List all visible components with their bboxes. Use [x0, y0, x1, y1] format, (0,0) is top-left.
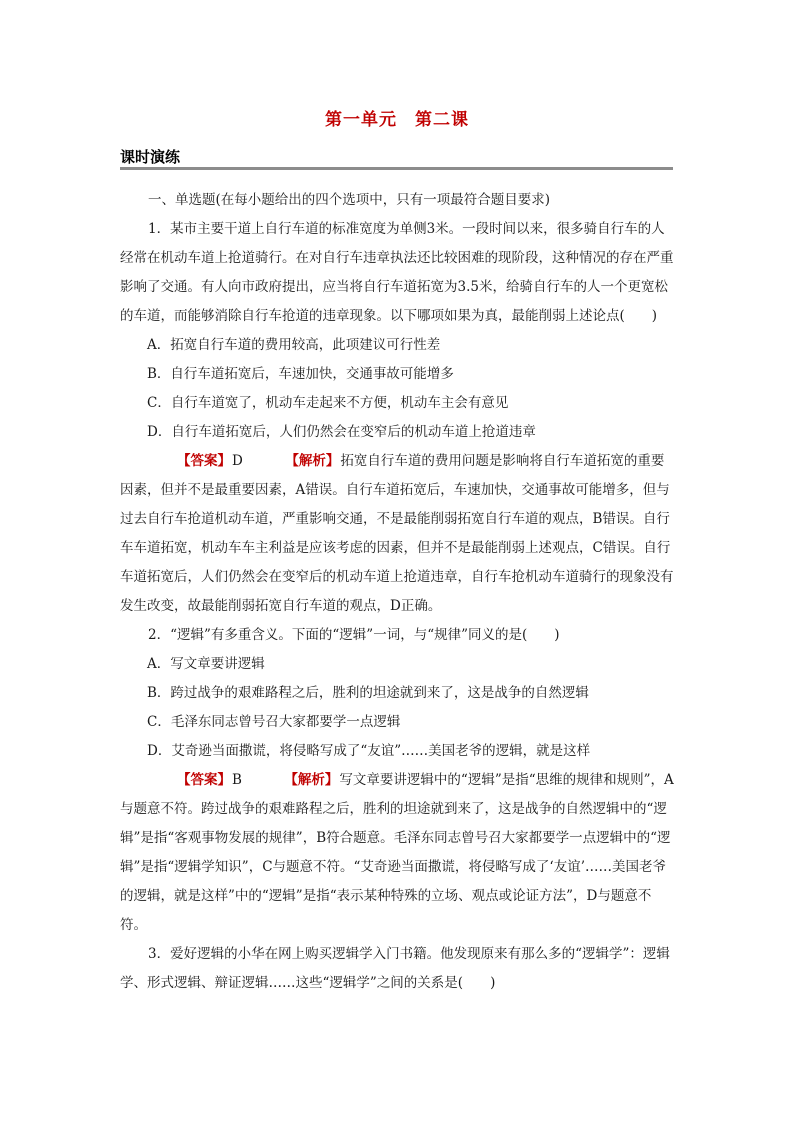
answer-value: B [232, 772, 242, 788]
question-1-stem: 1．某市主要干道上自行车道的标准宽度为单侧3米。一段时间以来，很多骑自行车的人经常在机动车道上抢道骑行。在对自行车违章执法还比较困难的现阶段，这种情况的存在严重影响了交通。有人向市政府提出，应当将自行车道拓宽为3.5米，给骑自行车的人一个更宽松的车道，而能够消除自行车抢道的违章现象。以下哪项如果为真，最能削弱上述论点( ) [120, 221, 674, 324]
question-2-option-b: B．跨过战争的艰难路程之后，胜利的坦途就到来了，这是战争的自然逻辑 [147, 685, 589, 701]
analysis-label: 【解析】 [284, 772, 339, 788]
analysis-label: 【解析】 [285, 453, 340, 469]
instructions: 一、单选题(在每小题给出的四个选项中，只有一项最符合题目要求) [148, 192, 551, 208]
page-title: 第一单元 第二课 [325, 110, 469, 130]
analysis-text: 写文章要讲逻辑中的“逻辑”是指“思维的规律和规则”，A与题意不符。跨过战争的艰难路程之后，胜利的坦途就到来了，这是战争的自然逻辑中的“逻辑”是指“客观事物发展的规律”，B符合题意。毛泽东同志曾号召大家都要学一点逻辑中的“逻辑”是指“逻辑学知识”，C与题意不符。“艾奇逊当面撒谎，将侵略写成了‘友谊’……美国老爷的逻辑，就是这样”中的“逻辑”是指“表示某种特殊的立场、观点或论证方法”，D与题意不符。 [120, 772, 674, 933]
section-heading: 课时演练 [120, 148, 181, 166]
question-1-option-c: C．自行车道宽了，机动车走起来不方便，机动车主会有意见 [147, 395, 509, 411]
question-1-answer [120, 447, 675, 621]
question-2-option-c: C．毛泽东同志曾号召大家都要学一点逻辑 [147, 714, 401, 730]
answer-label: 【答案】 [177, 453, 231, 469]
section-divider [120, 167, 673, 170]
question-1-option-b: B．自行车道拓宽后，车速加快，交通事故可能增多 [147, 366, 454, 382]
answer-label: 【答案】 [177, 772, 231, 788]
question-3-stem: 3．爱好逻辑的小华在网上购买逻辑学入门书籍。他发现原来有那么多的“逻辑学”：逻辑学、形式逻辑、辩证逻辑……这些“逻辑学”之间的关系是( ) [120, 946, 670, 991]
analysis-text: 拓宽自行车道的费用问题是影响将自行车道拓宽的重要因素，但并不是最重要因素，A错误。自行车道拓宽后，车速加快，交通事故可能增多，但与过去自行车抢道机动车道，严重影响交通，不是最能削弱拓宽自行车道的观点，B错误。自行车车道拓宽，机动车车主利益是应该考虑的因素，但并不是最能削弱上述观点，C错误。自行车道拓宽后，人们仍然会在变窄后的机动车道上抢道违章，自行车抢机动车道骑行的现象没有发生改变，故最能削弱拓宽自行车道的观点，D正确。 [120, 453, 674, 614]
answer-value: D [232, 453, 243, 469]
question-2-stem: 2．“逻辑”有多重含义。下面的“逻辑”一词，与“规律”同义的是( ) [148, 627, 560, 643]
question-2-option-a: A．写文章要讲逻辑 [147, 656, 265, 672]
question-1-option-d: D．自行车道拓宽后，人们仍然会在变窄后的机动车道上抢道违章 [147, 424, 536, 440]
exercise-body [120, 186, 675, 998]
question-2-answer [120, 766, 675, 940]
question-1-option-a: A．拓宽自行车道的费用较高，此项建议可行性差 [147, 337, 441, 353]
question-2-option-d: D．艾奇逊当面撒谎，将侵略写成了“友谊”……美国老爷的逻辑，就是这样 [147, 743, 591, 759]
